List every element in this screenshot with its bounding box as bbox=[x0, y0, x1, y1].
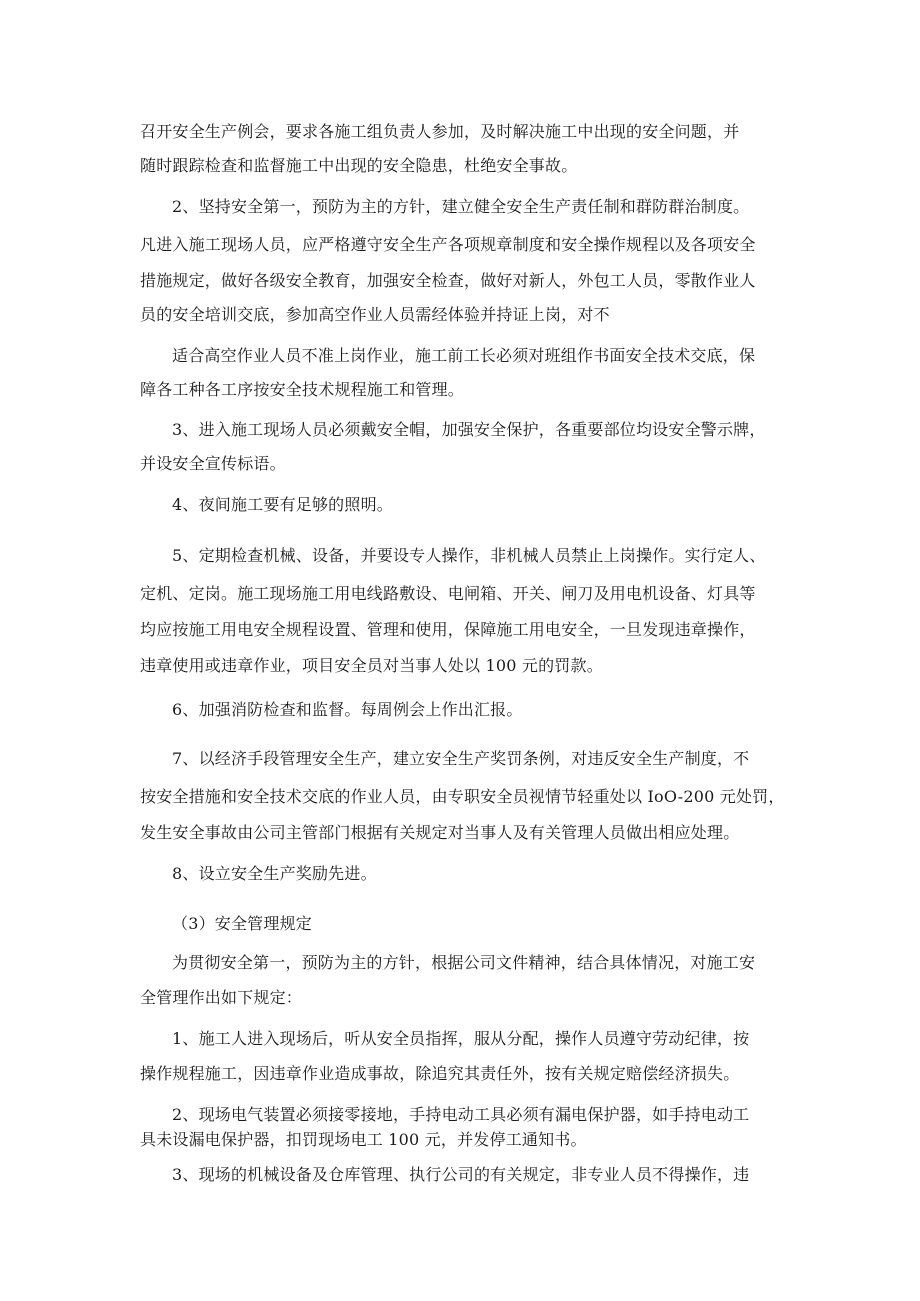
text-line: 5、定期检查机械、设备，并要设专人操作，非机械人员禁止上岗操作。实行定人、 bbox=[172, 546, 766, 565]
text-line: 6、加强消防检查和监督。每周例会上作出汇报。 bbox=[172, 700, 523, 719]
text-line: 措施规定，做好各级安全教育，加强安全检查，做好对新人，外包工人员，零散作业人 bbox=[140, 271, 756, 290]
text-line: 8、设立安全生产奖励先进。 bbox=[172, 864, 377, 883]
text-line: 按安全措施和安全技术交底的作业人员，由专职安全员视情节轻重处以 IoO-200 元处罚， bbox=[140, 787, 785, 806]
text-line: 适合高空作业人员不准上岗作业，施工前工长必须对班组作书面安全技术交底，保 bbox=[172, 346, 756, 365]
text-line: 定机、定岗。施工现场施工用电线路敷设、电闸箱、开关、闸刀及用电机设备、灯具等 bbox=[140, 584, 756, 603]
text-line: 为贯彻安全第一，预防为主的方针，根据公司文件精神，结合具体情况，对施工安 bbox=[172, 953, 756, 972]
text-line: 3、进入施工现场人员必须戴安全帽，加强安全保护，各重要部位均设安全警示牌， bbox=[172, 420, 766, 439]
text-line: 2、坚持安全第一，预防为主的方针，建立健全安全生产责任制和群防群治制度。 bbox=[172, 197, 750, 216]
text-line: 随时跟踪检查和监督施工中出现的安全隐患，杜绝安全事故。 bbox=[140, 156, 578, 175]
text-line: 1、施工人进入现场后，听从安全员指挥，服从分配，操作人员遵守劳动纪律，按 bbox=[172, 1029, 750, 1048]
text-line: 全管理作出如下规定： bbox=[140, 988, 303, 1007]
text-line: 2、现场电气装置必须接零接地，手持电动工具必须有漏电保护器，如手持电动工 bbox=[172, 1105, 750, 1124]
text-line: 发生安全事故由公司主管部门根据有关规定对当事人及有关管理人员做出相应处理。 bbox=[140, 823, 740, 842]
text-line: 7、以经济手段管理安全生产，建立安全生产奖罚条例，对违反安全生产制度，不 bbox=[172, 749, 750, 768]
text-line: 障各工种各工序按安全技术规程施工和管理。 bbox=[140, 380, 465, 399]
text-line: 召开安全生产例会，要求各施工组负责人参加，及时解决施工中出现的安全问题，并 bbox=[140, 122, 740, 141]
text-line: 违章使用或违章作业，项目安全员对当事人处以 100 元的罚款。 bbox=[140, 656, 603, 675]
text-line: 凡进入施工现场人员，应严格遵守安全生产各项规章制度和安全操作规程以及各项安全 bbox=[140, 235, 756, 254]
text-line: 4、夜间施工要有足够的照明。 bbox=[172, 495, 393, 514]
text-line: 并设安全宣传标语。 bbox=[140, 454, 286, 473]
text-line: 具未设漏电保护器，扣罚现场电工 100 元，并发停工通知书。 bbox=[140, 1130, 587, 1149]
section-heading: （3）安全管理规定 bbox=[172, 914, 312, 933]
text-line: 3、现场的机械设备及仓库管理、执行公司的有关规定，非专业人员不得操作，违 bbox=[172, 1165, 750, 1184]
text-line: 操作规程施工，因违章作业造成事故，除追究其责任外，按有关规定赔偿经济损失。 bbox=[140, 1064, 740, 1083]
text-line: 员的安全培训交底，参加高空作业人员需经体验并持证上岗，对不 bbox=[140, 305, 610, 324]
text-line: 均应按施工用电安全规程设置、管理和使用，保障施工用电安全，一旦发现违章操作， bbox=[140, 620, 756, 639]
